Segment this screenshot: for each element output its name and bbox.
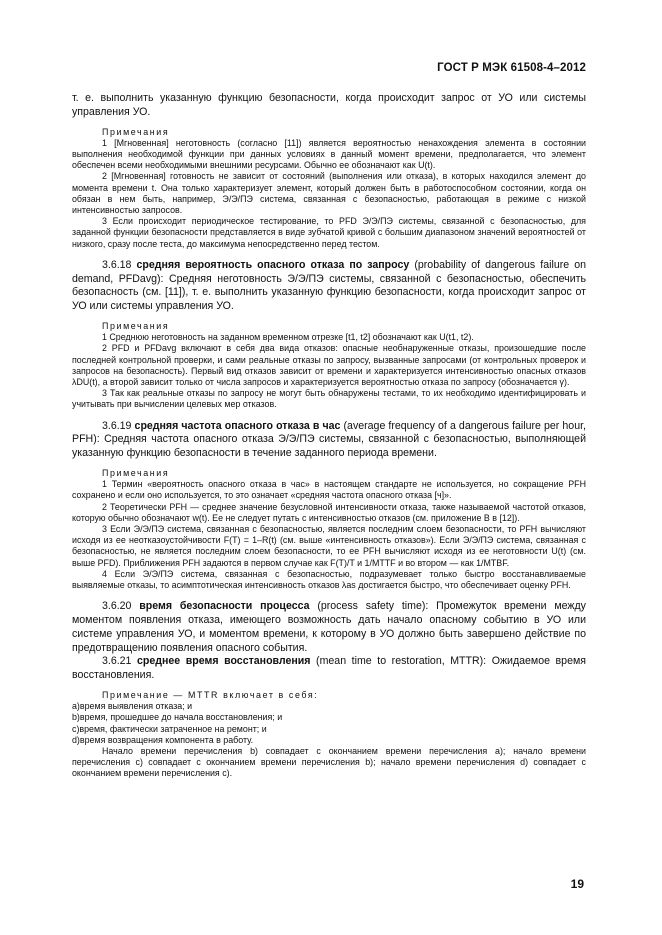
notes-heading: Примечания	[102, 126, 170, 137]
spacer	[72, 683, 586, 690]
note-item: 2 Теоретически PFH — среднее значение безусловной интенсивности отказа, также называемой частотой отказов, которую обычно обозначают w(t). Ее не следует путать с интенсивностью отказов (см. приложение В в [12]).	[72, 501, 586, 523]
paragraph-text: (average frequency of a dangerous failure per hour, PFH): Средняя частота опасного отказа Э/Э/ПЭ системы, связанной с безопасностью, выполняющей указанную функцию безопасности в течение заданного периода времени.	[72, 419, 586, 460]
spacer	[72, 461, 586, 468]
paragraph-text: (mean time to restoration, MTTR): Ожидаемое время восстановления.	[72, 655, 586, 682]
note-item: 4 Если Э/Э/ПЭ система, связанная с безопасностью, подразумевает только быстро восстанавливаемые выявляемые отказы, то асимптотическая интенсивность отказов λas достигается быстро, что обеспечивает оценку PFH.	[72, 568, 586, 591]
note-item: 3 Если Э/Э/ПЭ система, связанная с безопасностью, является последним слоем безопасности, то PFH вычисляют исходя из ее неотказоустойчивости F(T) = 1–R(t) (см. выше «интенсивность отказов»). Если Э/Э/ПЭ система, связанная с безопасностью, не является последним слоем безопасности, то ее PFH вычисляют исходя из ее неготовности U(t) (см. выше PFD). Приближения PFH задаются в первом случае как F(T)/T и 1/MTTF и во втором — как 1/MTBF.	[72, 524, 586, 568]
note-item: 2 [Мгновенная] готовность не зависит от состояний (выполнения или отказа), в которых находился элемент до момента времени t. Она только характеризует элемент, который должен быть в работоспособном состоянии, когда он обязан в нем быть, например, Э/Э/ПЭ система, связанная с безопасностью, работающая в режиме с низкой интенсивностью запросов.	[72, 171, 586, 216]
page-number: 19	[570, 877, 584, 891]
term-name: средняя вероятность опасного отказа по запросу	[136, 258, 410, 271]
list-item: d)время возвращения компонента в работу.	[72, 734, 254, 745]
note-item: 2 PFD и PFDavg включают в себя два вида отказов: опасные необнаруженные отказы, произошедшие после последней контрольной проверки, и сами реальные отказы по запросу, вызванные запросами (от контрольных проверок и запросов на безопасность). Первый вид отказов зависит от времени и характеризуется интенсивностью опасных отказов λDU(t), а второй зависит только от числа запросов и характеризуется вероятностью отказа по запросу (обозначается γ).	[72, 343, 586, 388]
clause-number: 3.6.20	[102, 600, 140, 613]
note-item: 1 Термин «вероятность опасного отказа в час» в настоящем стандарте не используется, но сокращение PFH сохранено и если оно используется, то это означает «средняя частота опасного отказа [ч]».	[72, 479, 586, 501]
list-item: a)время выявления отказа; и	[72, 701, 193, 712]
spacer	[72, 314, 586, 321]
term-name: среднее время восстановления	[137, 655, 311, 668]
note-item: 1 Среднюю неготовность на заданном временном отрезке [t1, t2] обозначают как U(t1, t2).	[102, 332, 474, 343]
clause-number: 3.6.18	[102, 258, 137, 271]
paragraph-text: (process safety time): Промежуток времени между моментом появления отказа, имеющего возможность дать начало опасному событию в УО или системе управления УО, и моментом времени, к которому в УО должно быть завершено действие по предотвращению появления опасного события.	[72, 600, 586, 654]
note-item: 3 Если происходит периодическое тестирование, то PFD Э/Э/ПЭ системы, связанной с безопасностью, для заданной функции безопасности представляется в виде зубчатой кривой с большим диапазоном значений вероятностей от низкого, сразу после теста, до максимума непосредственно перед тестом.	[72, 216, 586, 249]
term-definition	[72, 655, 586, 683]
term-definition	[72, 259, 586, 314]
paragraph-text: т. е. выполнить указанную функцию безопасности, когда происходит запрос от УО или системы управления УО.	[72, 92, 586, 118]
paragraph	[72, 92, 586, 120]
list-item: b)время, прошедшее до начала восстановления; и	[72, 712, 283, 723]
document-header: ГОСТ Р МЭК 61508-4–2012	[437, 62, 586, 74]
notes-heading: Примечание — MTTR включает в себя:	[102, 690, 319, 701]
clause-number: 3.6.21	[102, 655, 138, 668]
spacer	[72, 591, 586, 600]
spacer	[72, 250, 586, 259]
term-name: время безопасности процесса	[139, 600, 310, 613]
clause-number: 3.6.19	[102, 419, 135, 432]
note-item: 1 [Мгновенная] неготовность (согласно [11]) является вероятностью ненахождения элемента в состоянии выполнения необходимой функции при данных условиях в данный момент времени, предполагается, что элемент обеспечен всеми необходимыми внешними ресурсами. Обычно ее обозначают как U(t).	[72, 137, 586, 171]
notes-heading: Примечания	[102, 321, 170, 332]
note-item: Начало времени перечисления b) совпадает с окончанием времени перечисления a); начало времени перечисления c) совпадает с окончанием времени перечисления b); начало времени перечисления d) совпадает с окончанием времени перечисления c).	[72, 746, 586, 779]
note-item: 3 Так как реальные отказы по запросу не могут быть обнаружены тестами, то их необходимо идентифицировать и учитывать при вычислении целевых мер отказов.	[72, 388, 586, 410]
term-definition	[72, 420, 586, 461]
notes-heading: Примечания	[102, 468, 170, 479]
term-name: средняя частота опасного отказа в час	[134, 419, 341, 432]
paragraph-text: (probability of dangerous failure on demand, PFDavg): Средняя неготовность Э/Э/ПЭ системы, связанной с безопасностью, обеспечить безопасность (см. [11]), т. е. выполнить указанную функцию безопасности, когда происходит запрос от УО или системы управления УО.	[72, 258, 586, 313]
spacer	[72, 120, 586, 127]
term-definition	[72, 600, 586, 655]
list-item: c)время, фактически затраченное на ремонт; и	[72, 723, 267, 734]
spacer	[72, 411, 586, 420]
document-body	[72, 92, 586, 780]
